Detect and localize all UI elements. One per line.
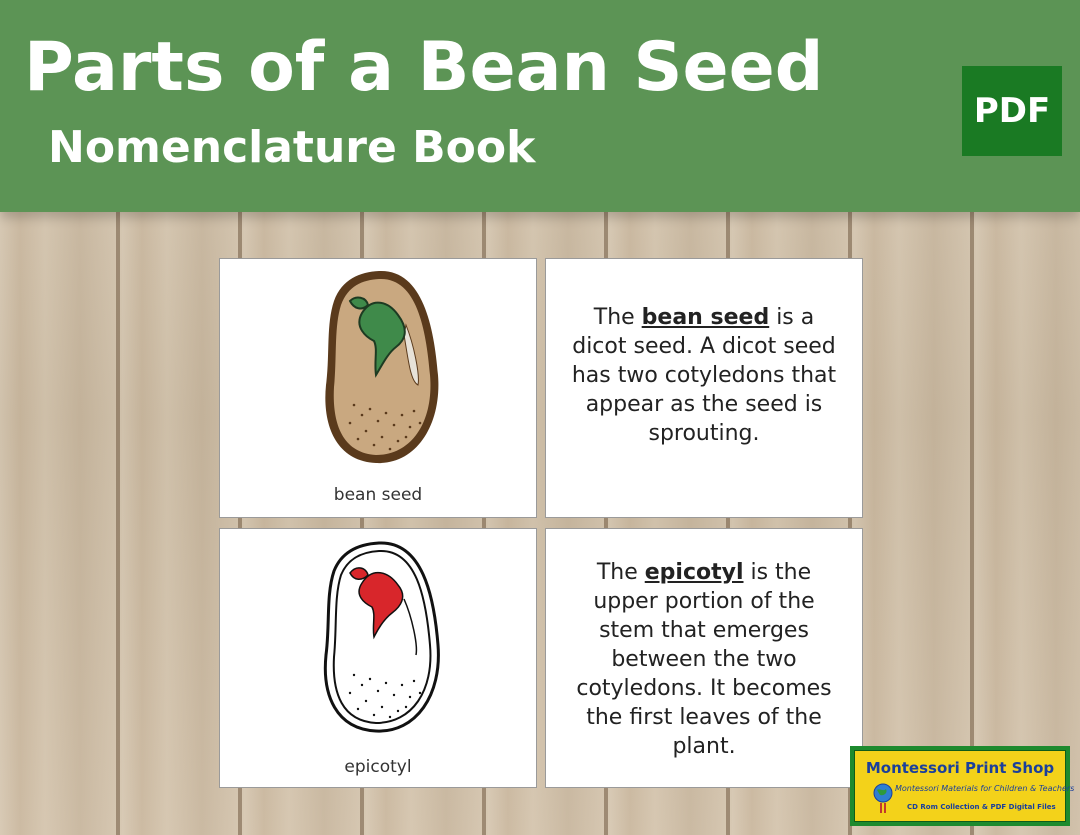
pdf-badge: PDF bbox=[962, 66, 1062, 156]
definition-body: is the upper portion of the stem that emerges between the two cotyledons. It becomes the first leaves of the plant. bbox=[576, 560, 832, 759]
logo-name: Montessori Print Shop bbox=[865, 759, 1055, 777]
definition-lead: The bbox=[593, 305, 642, 330]
definition-card-epicotyl bbox=[545, 528, 863, 788]
definition-text bbox=[566, 558, 842, 761]
definition-card-bean-seed bbox=[545, 258, 863, 518]
logo-subline: CD Rom Collection & PDF Digital Files bbox=[907, 803, 1056, 811]
epicotyl-illustration bbox=[304, 535, 454, 739]
page-subtitle: Nomenclature Book bbox=[48, 122, 536, 173]
montessori-print-shop-logo bbox=[850, 746, 1075, 826]
globe-icon bbox=[871, 781, 895, 817]
definition-body: is a dicot seed. A dicot seed has two cotyledons that appear as the seed is sprouting. bbox=[571, 305, 837, 446]
page-title: Parts of a Bean Seed bbox=[24, 28, 824, 107]
picture-card-bean-seed bbox=[219, 258, 537, 518]
title-banner bbox=[0, 0, 1080, 212]
bean-seed-illustration bbox=[304, 265, 454, 469]
logo-panel bbox=[854, 750, 1075, 822]
definition-term: epicotyl bbox=[644, 560, 744, 585]
picture-card-epicotyl bbox=[219, 528, 537, 788]
definition-text bbox=[566, 303, 842, 448]
definition-term: bean seed bbox=[641, 305, 770, 330]
picture-caption: bean seed bbox=[333, 485, 423, 505]
picture-caption: epicotyl bbox=[344, 757, 412, 777]
logo-tagline: Montessori Materials for Children & Teachers bbox=[895, 784, 1075, 793]
definition-lead: The bbox=[596, 560, 645, 585]
